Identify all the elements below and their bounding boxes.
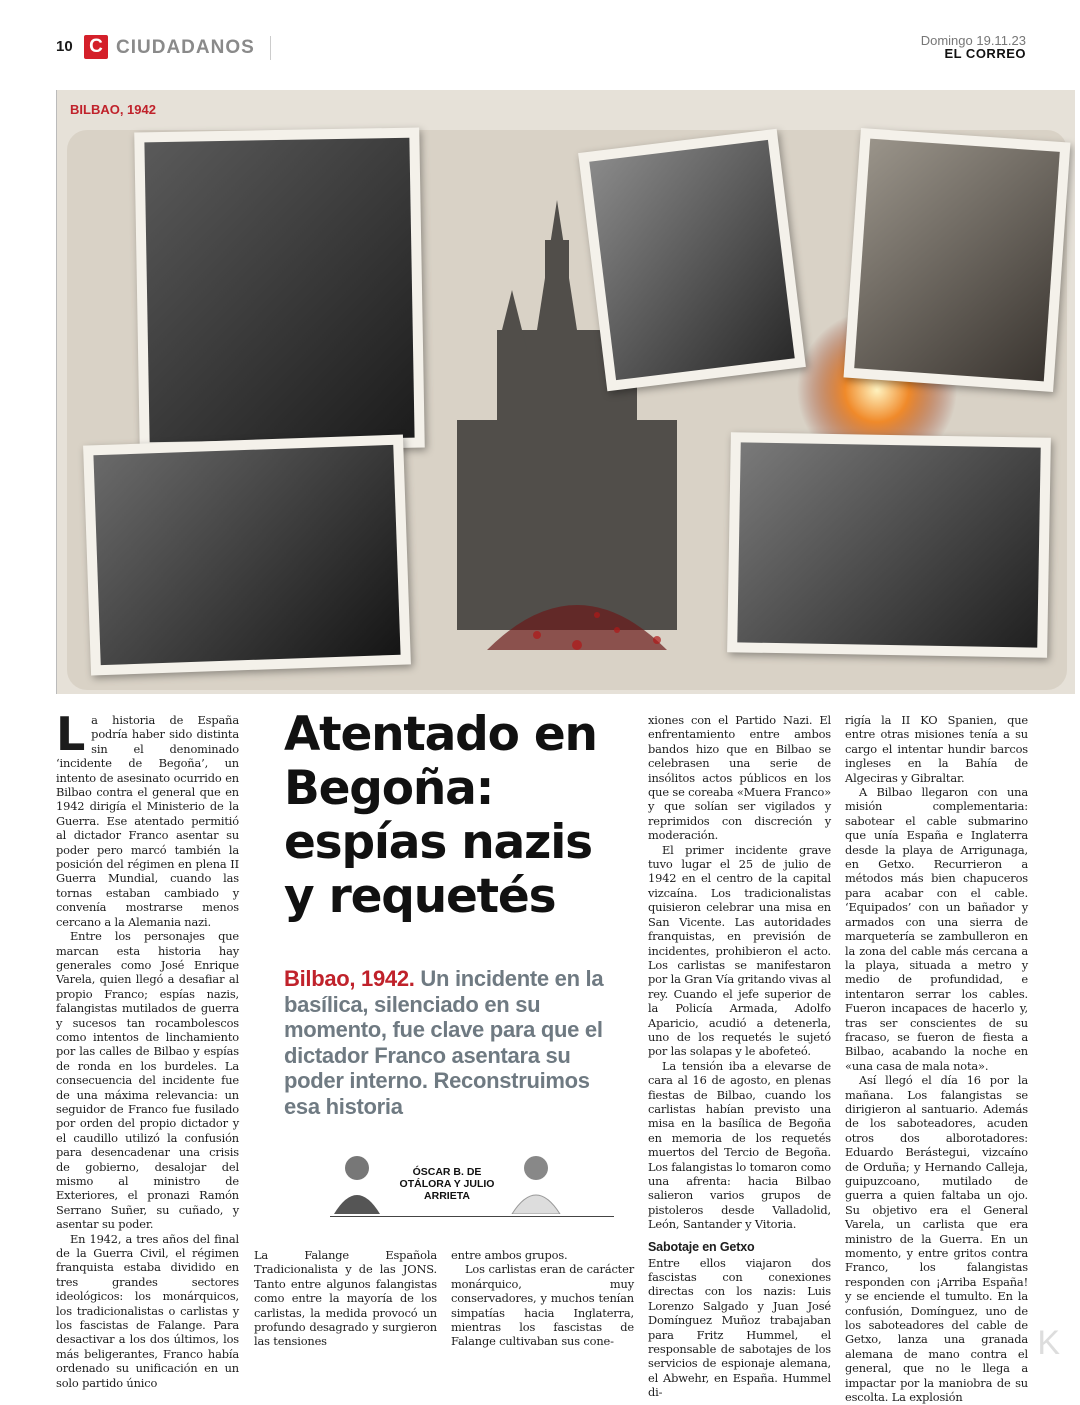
author-photo-right [508, 1146, 564, 1214]
paragraph: La Falange Española Tradicionalista y de las JONS. Tanto entre algunos falangistas como entre la mayoría de los carlistas, la medida provocó un profundo desagrado y surgieron las tensiones [254, 1248, 437, 1349]
body-column-4 [648, 713, 831, 1400]
paragraph: xiones con el Partido Nazi. El enfrentamiento entre ambos bandos hizo que en Bilbao se celebrasen una serie de insólitos actos públicos en los que se coreaba «Muera Franco» y que solían ser vigilados y reprimidos con discreción y moderación. [648, 713, 832, 843]
photo-handshake [83, 434, 411, 675]
paragraph: A Bilbao llegaron con una misión complementaria: sabotear el cable submarino que unía España e Inglaterra desde la playa de Arrigunaga, en Getxo. Recurrieron a métodos más bien chapuceros para acabar con el cable. ‘Equipados’ con un bañador y armados con una sierra de marquetería se zambulleron en la zona del cable más cercana a la playa, situada a metro y medio de profundidad, e intentaron serrar los cables. Fueron incapaces de hacerlo y, tras ser conscientes de su fracaso, se fueron de fiesta a Bilbao, acabando la noche en «una casa de mala nota». [845, 785, 1028, 1073]
watermark: K [1037, 1324, 1060, 1362]
article-headline: Atentado en Begoña: espías nazis y requetés [284, 707, 597, 924]
paragraph: Así llegó el día 16 por la mañana. Los falangistas se dirigieron al santuario. Además de los saboteadores, acuden otros dos alborotadores: Eduardo Berástegui, vizcaíno de Orduña; y Hernando Calleja, guipuzcoano, mutilado de guerra a quien faltaba un ojo. Su objetivo era el General Varela, un carlista que era ministro de la Guerra. En un momento, y entre gritos contra Franco, los falangistas responden con ¡Arriba España! y se enciende el tumulto. En la confusión, Domínguez, uno de los saboteadores del cable de Getxo, lanza una granada alemana de mano contra el general, que no le llega a impactar por la maniobra de su escolta. La explosión [845, 1073, 1028, 1405]
photo-officials-meeting [578, 129, 806, 392]
body-column-5 [845, 713, 1028, 1405]
photo-general-portrait [844, 128, 1071, 392]
section-logo: C [84, 35, 108, 59]
photo-collage [56, 90, 1075, 694]
paragraph: La tensión iba a elevarse de cara al 16 de agosto, en plenas fiestas de Bilbao, cuando los carlistas habían previsto una misa en la basílica de Begoña en memoria de los requetés muertos del Tercio de Begoña. Los falangistas lo tomaron como una afrenta: hacia Bilbao salieron varios grupos de pistoleros desde Valladolid, León, Santander y Vitoria. [648, 1058, 831, 1232]
paragraph: En 1942, a tres años del final de la Guerra Civil, el régimen franquista estaba dividido en tres grandes sectores ideológicos: los monárquicos, los tradicionalistas o carlistas y los fascistas de Falange. Para desactivar a los dos últimos, los más beligerantes, Franco había ordenado su unificación en un solo partido único [56, 1231, 239, 1390]
section-divider [270, 36, 271, 60]
body-column-1 [56, 707, 239, 1390]
article-byline: ÓSCAR B. DE OTÁLORA Y JULIO ARRIETA [399, 1166, 495, 1202]
paragraph: Entre ellos viajaron dos fascistas con conexiones directas con los nazis: Luis Lorenzo Salgado y Juan José Domínguez Muñoz trabajaban para Fritz Hummel, el responsable de sabotajes de los servicios de espionaje alemana, el Abwehr, en España. Hummel di- [648, 1255, 831, 1400]
paragraph: entre ambos grupos. [451, 1248, 568, 1262]
paragraph: rigía la II KO Spanien, que entre otras misiones tenía a su cargo el intentar hundir barcos ingleses en la Bahía de Algeciras y Gibraltar. [845, 713, 1028, 785]
collage-label: BILBAO, 1942 [70, 102, 156, 117]
lead-text: Un incidente en la basílica, silenciado en su momento, fue clave para que el dictador Franco asentara su poder interno. Reconstruimos esa historia [284, 966, 604, 1119]
article-lead [284, 966, 624, 1119]
issue-date: Domingo 19.11.23 [920, 33, 1026, 48]
drop-cap: L [56, 707, 86, 761]
newspaper-name: EL CORREO [944, 46, 1026, 61]
paragraph: a historia de España podría haber sido distinta sin el denominado ‘incidente de Begoña’, un intento de asesinato ocurrido en Bilbao contra el general que en 1942 dirigía el Ministerio de la Guerra. Ese atentado permitió al dictador Franco asentar su poder pero marcó también la posición del régimen en plena II Guerra Mundial, cuando las tornas estaban cambiado y convenía mostrarse menos cercano a la Alemania nazi. [56, 713, 239, 929]
paragraph: Entre los personajes que marcan esta historia hay generales como José Enrique Varela, quien llegó a desafiar al propio Franco; espías nazis, falangistas mutilados de guerra y sucesos tan rocambolescos como intentos de linchamiento por las calles de Bilbao y espías de ronda en los burdeles. La consecuencia del incidente fue de una máxima relevancia: un seguidor de Franco fue fusilado por orden del propio dictador y el caudillo utilizó la confusión para desencadenar una crisis de gobierno, desalojar del mismo al ministro de Exteriores, el pronazi Ramón Serrano Suñer, su cuñado, y asentar su poder. [56, 929, 239, 1232]
section-title: CIUDADANOS [116, 37, 255, 58]
page-number: 10 [56, 38, 73, 55]
body-column-2 [254, 1248, 437, 1349]
photo-military-parade [727, 432, 1051, 658]
body-column-3 [451, 1248, 634, 1349]
paragraph: Los carlistas eran de carácter monárquico, muy conservadores, y muchos tenían simpatías hacia Inglaterra, mientras los fascistas de Falange cultivaban sus cone- [451, 1262, 634, 1349]
lead-highlight: Bilbao, 1942. [284, 966, 415, 991]
paragraph: El primer incidente grave tuvo lugar el 25 de julio de 1942 en el centro de la capital vizcaína. Los tradicionalistas quisieron celebrar una misa en San Vicente. Las autoridades franquistas, en previsión de incidentes, prohibieron el acto. Los carlistas se manifestaron por la Gran Vía gritando vivas al rey. Cuando el jefe superior de la Policía Armada, Adolfo Aparicio, acudió a detenerla, uno de los requetés le sujetó por las solapas y le abofeteó. [648, 842, 831, 1059]
photo-soldier-portrait [134, 128, 425, 453]
subheading: Sabotaje en Getxo [648, 1239, 755, 1254]
author-photo-left [330, 1146, 384, 1214]
